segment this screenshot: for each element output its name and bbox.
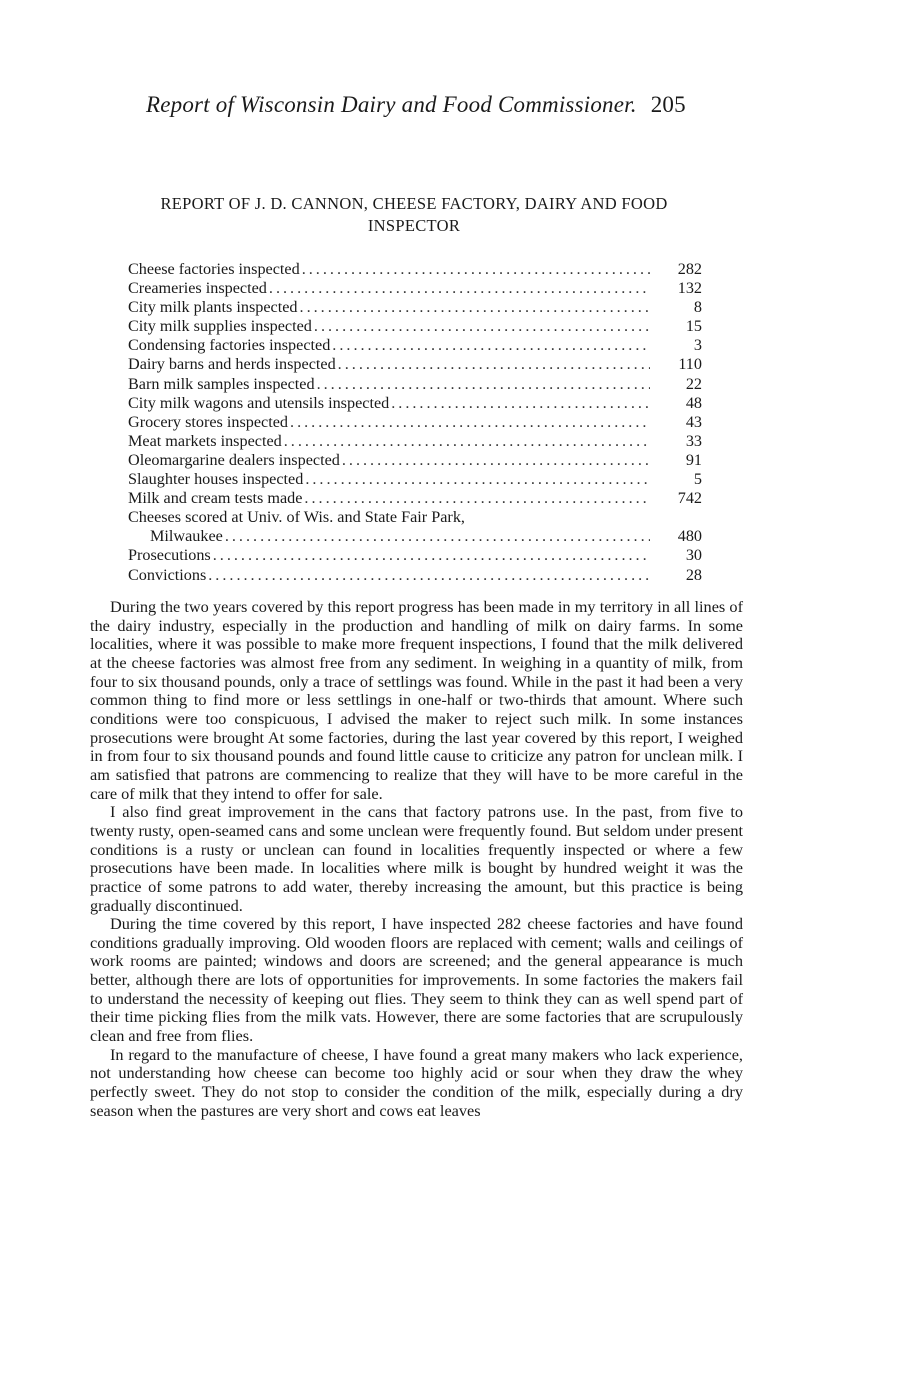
section-title-line-2: INSPECTOR xyxy=(367,216,461,235)
running-head xyxy=(146,92,746,118)
stat-label: Cheese factories inspected xyxy=(128,260,300,278)
stat-row xyxy=(128,375,706,394)
stat-row xyxy=(128,260,706,279)
stat-value: 110 xyxy=(678,355,702,374)
stat-row xyxy=(128,279,706,298)
stat-label: Prosecutions xyxy=(128,546,211,565)
stat-row xyxy=(128,451,706,470)
stat-value: 132 xyxy=(677,279,702,298)
paragraph: During the two years covered by this report progress has been made in my territory in all lines of the dairy industry, especially in the production and handling of milk on dairy farms. In some localities, where it was possible to make more frequent inspections, I found that the milk delivered at the cheese factories was almost free from any sediment. In weighing in a quantity of milk, from four to six thousand pounds, only a trace of settlings was found. While in the past it had been a very common thing to find more or less settlings in one-half or two-thirds that amount. Where such conditions were too conspicuous, I advised the maker to reject such milk. In some instances prosecutions were brought At some factories, during the last year covered by this report, I weighed in from four to six thousand pounds and found little cause to criticize any patron for unclean milk. I am satisfied that patrons are commencing to realize that they will have to be more careful in the care of milk that they intend to offer for sale. xyxy=(90,597,743,803)
stat-label: City milk supplies inspected xyxy=(128,317,312,336)
stat-value: 91 xyxy=(685,450,702,469)
running-title: Report of Wisconsin Dairy and Food Commissioner. xyxy=(146,92,637,117)
stat-value: 480 xyxy=(677,527,702,546)
stat-row xyxy=(128,432,706,451)
stat-row xyxy=(128,546,706,565)
stat-row xyxy=(128,470,706,489)
stat-label: City milk plants inspected xyxy=(128,298,298,317)
stat-value: 742 xyxy=(677,489,702,508)
stat-value: 5 xyxy=(693,470,702,489)
stat-row xyxy=(128,489,706,508)
stat-label: Condensing factories inspected xyxy=(128,336,331,355)
stat-value: 48 xyxy=(685,393,702,412)
stat-value: 15 xyxy=(685,317,702,336)
stat-row xyxy=(128,317,706,336)
stat-label: Oleomargarine dealers inspected xyxy=(128,450,340,469)
stat-value: 282 xyxy=(677,260,702,278)
stat-row xyxy=(128,336,706,355)
stat-value: 28 xyxy=(685,565,702,584)
stat-row xyxy=(128,298,706,317)
stat-label: Cheeses scored at Univ. of Wis. and State Fair Park, xyxy=(128,508,465,527)
stat-value: 3 xyxy=(693,336,702,355)
stat-label: City milk wagons and utensils inspected xyxy=(128,393,390,412)
paragraph: In regard to the manufacture of cheese, I have found a great many makers who lack experience, not understanding how cheese can become too highly acid or sour when they draw the whey perfectly sweet. They do not stop to consider the condition of the milk, especially during a dry season when the pastures are very short and cows eat leaves xyxy=(90,1044,743,1120)
page-number: 205 xyxy=(650,92,686,117)
stat-label: Grocery stores inspected xyxy=(128,412,289,431)
stat-row xyxy=(128,413,706,432)
inspection-stats-table xyxy=(128,260,706,585)
stat-label: Slaughter houses inspected xyxy=(128,470,304,489)
stat-value: 33 xyxy=(685,431,702,450)
stat-label: Milk and cream tests made xyxy=(128,489,303,508)
stat-row xyxy=(128,527,706,546)
stat-value: 30 xyxy=(685,546,702,565)
stat-row xyxy=(128,566,706,585)
stat-value: 22 xyxy=(685,374,702,393)
stat-label: Dairy barns and herds inspected xyxy=(128,355,336,374)
stat-label: Meat markets inspected xyxy=(128,431,282,450)
stat-row xyxy=(128,394,706,413)
stat-label: Barn milk samples inspected xyxy=(128,374,315,393)
stat-label-continued: Milwaukee xyxy=(150,527,223,546)
stat-value: 8 xyxy=(693,298,702,317)
stat-row xyxy=(128,508,706,527)
section-title xyxy=(84,193,744,237)
paragraph: During the time covered by this report, I have inspected 282 cheese factories and have found conditions gradually improving. Old wooden floors are replaced with cement; walls and ceilings of work rooms are painted; windows and doors are screened; and the general appearance is much better, although there are lots of opportunities for improvements. In some factories the makers fail to understand the necessity of keeping out flies. They seem to think they can as well spend part of their time picking flies from the milk vats. However, there are some factories that are scrupulously clean and free from flies. xyxy=(90,914,743,1046)
stat-label: Creameries inspected xyxy=(128,279,267,298)
report-body xyxy=(90,598,743,1120)
stat-row xyxy=(128,355,706,374)
stat-value: 43 xyxy=(685,412,702,431)
section-title-line-1: REPORT OF J. D. CANNON, CHEESE FACTORY, DAIRY AND FOOD xyxy=(160,194,668,213)
stat-label: Convictions xyxy=(128,565,207,584)
paragraph: I also find great improvement in the cans that factory patrons use. In the past, from five to twenty rusty, open-seamed cans and some unclean were frequently found. But seldom under present conditions is a rusty or unclean can found in localities frequently inspected or where a few prosecutions have been made. In localities where milk is bought by hundred weight it was the practice of some patrons to add water, thereby increasing the amount, but this practice is being gradually discontinued. xyxy=(90,802,743,915)
